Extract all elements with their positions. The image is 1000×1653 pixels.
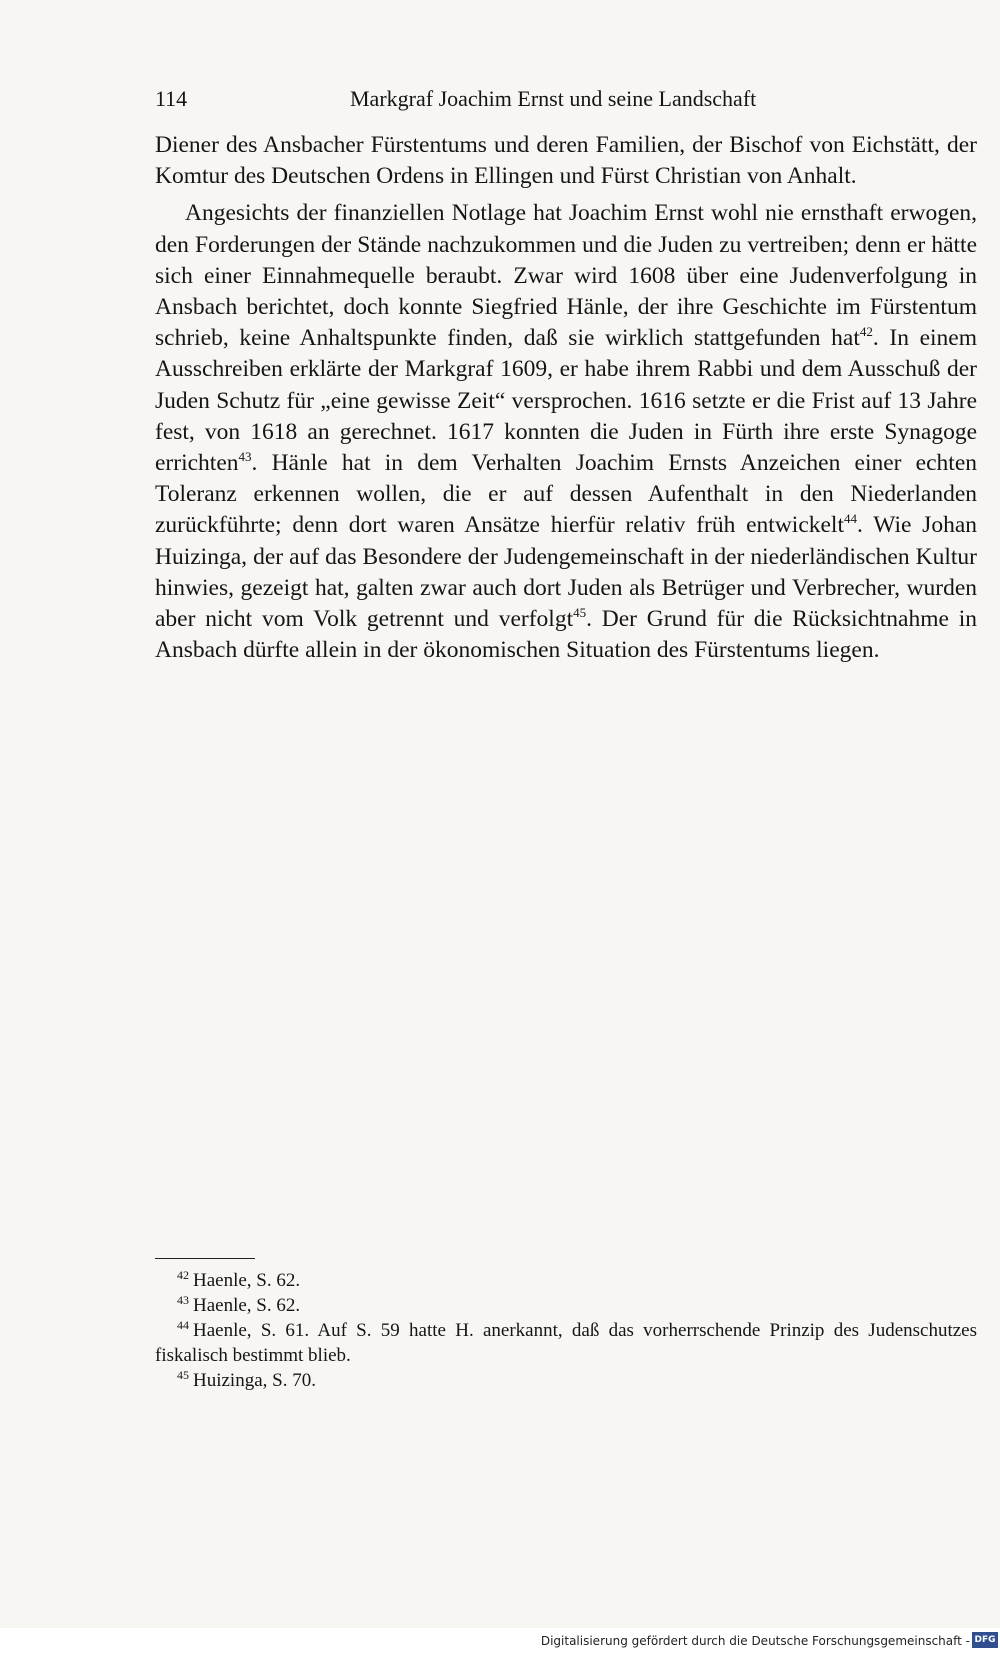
paragraph-1: Diener des Ansbacher Fürstentums und deren Familien, der Bischof von Eichstätt, der Komtur des Deutschen Ordens in Ellingen und Fürst Christian von Anhalt. — [155, 132, 977, 190]
footnote-number: 44 — [177, 1317, 189, 1332]
footnote-44 — [155, 1318, 977, 1368]
footnote-text: Huizinga, S. 70. — [193, 1370, 316, 1391]
footnotes — [155, 1268, 977, 1393]
footnote-number: 45 — [177, 1367, 189, 1382]
running-title: Markgraf Joachim Ernst und seine Landschaft — [350, 86, 757, 111]
footnote-42 — [155, 1268, 977, 1293]
footnote-divider — [155, 1258, 255, 1259]
digitization-banner — [0, 1628, 1000, 1653]
page-number: 114 — [155, 86, 188, 111]
footnote-text: Haenle, S. 62. — [193, 1270, 301, 1291]
footnote-ref-43[interactable]: 43 — [238, 449, 252, 465]
footnote-45 — [155, 1368, 977, 1393]
footnote-ref-45[interactable]: 45 — [573, 605, 587, 621]
footnote-43 — [155, 1293, 977, 1318]
footnote-ref-44[interactable]: 44 — [844, 511, 857, 527]
paragraph-2: Angesichts der finanziellen Notlage hat Joachim Ernst wohl nie ernsthaft erwogen, den Forderungen der Stände nachzukommen und die Juden zu vertreiben; denn er hätte sich einer Einnahmequelle beraubt. Zwar wird 1608 über eine Judenverfolgung in Ansbach berichtet, doch konnte Siegfried Hänle, der ihre Geschichte im Fürstentum schrieb, keine Anhaltspunkte finden, daß sie wirklich stattgefunden hat$^{42}$. In einem Ausschreiben erklärte der Markgraf 1609, er habe ihrem Rabbi und dem Ausschuß der Juden Schutz für „eine gewisse Zeit“ versprochen. 1616 setzte er die Frist auf 13 Jahre fest, von 1618 an gerechnet. 1617 konnten die Juden in Fürth ihre erste Synagoge errichten$^{43}$. Hänle hat in dem Verhalten Joachim Ernsts Anzeichen einer echten Toleranz erkennen wollen, die er auf dessen Aufenthalt in den Niederlanden zurückführte; denn dort waren Ansätze hierfür relativ früh entwickelt$^{44}$. Wie Johan Huizinga, der auf das Besondere der Judengemeinschaft in der niederländischen Kultur hinwies, gezeigt hat, galten zwar auch dort Juden als Betrüger und Verbrecher, wurden aber nicht vom Volk getrennt und verfolgt$^{45}$. Der Grund für die Rücksichtnahme in Ansbach dürfte allein in der ökonomischen Situation des Fürstentums liegen. — [155, 200, 977, 664]
banner-text: Digitalisierung gefördert durch die Deutsche Forschungsgemeinschaft - — [540, 1634, 970, 1648]
footnote-text: Haenle, S. 62. — [193, 1295, 301, 1316]
body-text — [155, 130, 977, 672]
footnote-text: Haenle, S. 61. Auf S. 59 hatte H. anerkannt, daß das vorherrschende Prinzip des Judenschutzes fiskalisch bestimmt blieb. — [155, 1320, 977, 1366]
footnote-number: 42 — [177, 1267, 189, 1282]
running-header — [155, 86, 980, 122]
dfg-logo: DFG — [972, 1632, 998, 1648]
footnote-number: 43 — [177, 1292, 189, 1307]
footnote-ref-42[interactable]: 42 — [859, 324, 873, 340]
